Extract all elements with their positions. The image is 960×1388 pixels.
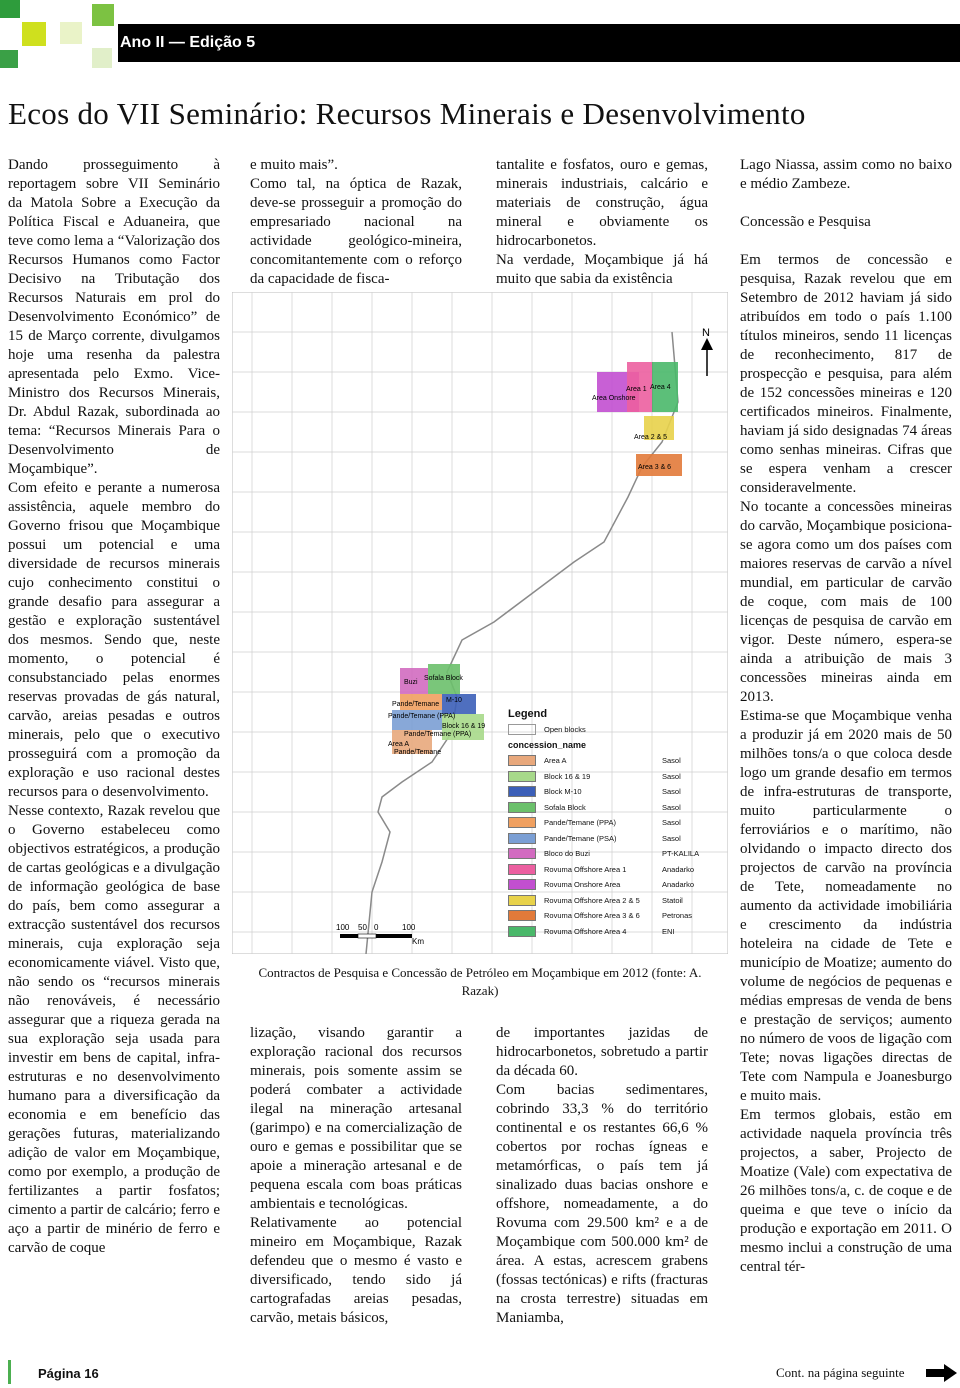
header-square-green-right [92,4,114,26]
article-title: Ecos do VII Seminário: Recursos Minerais e Desenvolvimento [8,96,806,131]
legend-item-name: Block M-10 [544,787,582,796]
concession-map [232,292,728,954]
label-1619: Block 16 & 19 [442,723,486,730]
legend-row [508,784,718,800]
legend-item-name: Area A [544,756,567,765]
label-area1: Area 1 [626,386,647,393]
legend-row [508,908,718,924]
legend-row [508,753,718,769]
map-caption: Contractos de Pesquisa e Concessão de Petróleo em Moçambique em 2012 (fonte: A. Razak) [258,965,702,998]
label-sofala: Sofala Block [424,675,463,682]
label-buzi: Buzi [404,679,418,686]
paragraph: Em termos globais, estão em actividade naquela província três projectos, a saber, Projecto de Moatize (Vale) com expectativa de 26 milhões tons/a, c. de coque e de queima e que teve o início da produção e exportação em 2011. O mesmo inclui a construção de uma central tér- [740,1107,952,1275]
legend-item-company: Sasol [662,833,681,843]
legend-open-blocks-label: Open blocks [544,725,586,734]
article-column-2-bottom [250,1024,462,1328]
label-ppa3: Pande/Temane [394,749,442,756]
legend-swatch [508,817,536,828]
legend-item-name: Rovuma Offshore Area 4 [544,926,627,936]
legend-row [508,769,718,785]
legend-swatch [508,755,536,766]
paragraph: Com efeito e perante a numerosa assistência, aquele membro do Governo frisou que Moçambique possui um potencial e uma diversidade de recursos minerais cujo conhecimento constitui o grande desafio para assegurar a gestão e exploração sustentável dos mesmos. Sendo que, neste momento, o potencial é consubstanciado pelas enormes reservas provadas de gás natural, carvão, areias pesadas e outros minerais, pelo que o executivo prosseguirá com a promoção da exploração e uso racional destes recursos para o desenvolvimento. [8,480,220,800]
legend-item-company: Statoil [662,895,683,905]
paragraph: Lago Niassa, assim como no baixo e médio Zambeze. [740,157,952,192]
legend-swatch [508,926,536,937]
header-square-pale [92,48,112,68]
legend-row [508,846,718,862]
article-column-3-top [496,156,708,289]
article-column-3-bottom [496,1024,708,1328]
article-column-1 [8,156,220,1258]
legend-swatch [508,786,536,797]
legend-item-company: Anadarko [662,864,695,874]
legend-open-blocks [508,722,718,738]
map-legend [508,706,718,939]
legend-row [508,815,718,831]
legend-row [508,862,718,878]
paragraph: lização, visando garantir a exploração racional dos recursos minerais, pois somente assim se poderá combater a actividade ilegal na mineração artesanal (garimpo) e na comercialização de ouro e gemas e possibilitar que se apoie a mineração artesanal e de pequena escala com boas práticas ambientais e tecnológicas. [250,1025,462,1212]
legend-item-name: Pande/Temane (PSA) [544,833,617,843]
label-area4: Area 4 [650,384,671,391]
paragraph: Com bacias sedimentares, cobrindo 33,3 % do território continental e os restantes 66,6 % cobertos por rochas ígneas e metamórficas, o país tem já sinalizado duas bacias onshore e offshore, nomeadamente, a do Rovuma com 29.500 km² e a de Moçambique com 500.000 km² de área. A estas, acrescem grabens (fossas tectónicas) e rifts (fracturas na crosta terrestre) situadas em Maniamba, [496,1082,708,1326]
legend-swatch [508,802,536,813]
page-number: Página 16 [38,1366,99,1381]
label-onshore: Area Onshore [592,395,636,402]
legend-item-company: Sasol [662,756,681,765]
section-subheading: Concessão e Pesquisa [740,214,871,230]
svg-text:100: 100 [336,923,350,932]
legend-item-name: Rovuma Offshore Area 3 & 6 [544,911,640,920]
label-ppa2: Pande/Temane (PPA) [388,713,456,720]
svg-text:N: N [702,327,710,339]
paragraph: Na verdade, Moçambique já há muito que sabia da existência [496,252,708,287]
paragraph: de importantes jazidas de hidrocarbonetos, sobretudo a partir da década 60. [496,1025,708,1079]
legend-swatch [508,833,536,844]
legend-swatch [508,864,536,875]
paragraph: e muito mais”. [250,157,338,173]
legend-item-name: Pande/Temane (PPA) [544,818,616,827]
svg-text:100: 100 [402,923,416,932]
paragraph: tantalite e fosfatos, ouro e gemas, minerais industriais, calcário e materiais de construção, água mineral e obviamente os hidrocarbonetos. [496,157,708,249]
edition-label: Ano II — Edição 5 [120,34,256,51]
label-area-a: Area A [388,741,410,748]
header-square-green-top [0,0,20,18]
legend-item-company: PT-KALILA [662,849,700,858]
legend-item-name: Bloco do Buzi [544,849,590,858]
legend-row [508,877,718,893]
legend-item-name: Rovuma Offshore Area 2 & 5 [544,895,640,905]
legend-item-company: Sasol [662,802,681,812]
footer-accent [8,1360,11,1384]
label-ppa: Pande/Temane [392,701,440,708]
legend-swatch [508,848,536,859]
svg-text:Km: Km [412,937,424,946]
paragraph: Como tal, na óptica de Razak, deve-se prosseguir a promoção do empresariado nacional na actividade geológico-mineira, concomitantemente com o reforço da capacidade de fisca- [250,176,462,287]
legend-item-company: Anadarko [662,880,695,889]
header-square-lime [22,22,46,46]
legend-swatch [508,771,536,782]
legend-item-name: Sofala Block [544,802,586,812]
legend-swatch [508,895,536,906]
label-psa: Pande/Temane (PPA) [404,731,472,738]
article-column-4 [740,156,952,1277]
legend-item-company: Sasol [662,771,681,781]
legend-item-company: Sasol [662,787,681,796]
label-area36: Area 3 & 6 [638,464,672,471]
continue-label: Cont. na página seguinte [776,1365,905,1380]
paragraph: Relativamente ao potencial mineiro em Moçambique, Razak defendeu que o mesmo é vasto e diversificado, tendo sido já cartografadas areias pesadas, carvão, metais básicos, [250,1215,462,1326]
legend-title: Legend [508,708,548,720]
legend-swatch [508,910,536,921]
paragraph: Dando prosseguimento à reportagem sobre VII Seminário da Matola Sobre a Execução da Política Fiscal e Aduaneira, que teve como lema a “Valorização dos Recursos Humanos como Factor Decisivo na Tributação dos Recursos Naturais em prol do Desenvolvimento Económico” de 15 de Março corrente, divulgamos hoje uma resenha da palestra apresentada pelo Exmo. Vice-Ministro dos Recursos Minerais, Dr. Abdul Razak, subordinada ao tema: “Recursos Minerais Para o Desenvolvimento de Moçambique”. [8,157,220,477]
legend-item-name: Rovuma Onshore Area [544,880,621,889]
legend-item-name: Rovuma Offshore Area 1 [544,864,627,874]
legend-swatch [508,879,536,890]
label-area25: Area 2 & 5 [634,434,668,441]
paragraph: Nesse contexto, Razak revelou que o Governo estabeleceu como objectivos estratégicos, a produção de cartas geológicas e a divulgação de informação geológica de base do país, bem como assegurar a extracção sustentável dos recursos minerais, cuja exploração seja economicamente viável. Visto que, não sendo os “recursos minerais não renováveis, é necessário assegurar que a riqueza gerada na sua exploração seja usada para investir em bens de capital, infra-estruturas e no desenvolvimento humano para a diversificação da economia e em benefício das gerações futuras, materializando adição de valor em Moçambique, como por exemplo, a produção de fertilizantes a partir fosfatos; cimento a partir de calcário; ferro e aço a partir de minério de ferro e carvão de coque [8,803,220,1256]
paragraph: No tocante a concessões mineiras do carvão, Moçambique posiciona-se agora como um dos países com maiores reservas de carvão a nível mundial, em particular de carvão de coque, com mais de 100 licenças de pesquisa de carvão em vigor. Deste número, espera-se ainda a atribuição de mais 3 concessões mineiras ainda em 2013. [740,499,952,705]
legend-item-company: Sasol [662,818,681,827]
svg-text:50: 50 [358,923,367,932]
paragraph: Em termos de concessão e pesquisa, Razak revelou que em Setembro de 2012 haviam já sido atribuídos em todo o país 1.100 títulos mineiros, sendo 11 licenças de reconhecimento, 817 de prospecção e pesquisa, para além de 152 concessões mineiras e 120 certificados mineiros. Finalmente, haviam já sido designadas 74 áreas como senhas mineiras. Cifras que se espera venham a crescer consideravelmente. [740,252,952,496]
arrow-right-icon [924,1363,958,1383]
legend-item-company: Petronas [662,911,693,920]
header-square-bottom [0,50,18,68]
legend-item-name: Block 16 & 19 [544,771,591,781]
legend-row [508,893,718,909]
open-blocks-swatch [508,724,536,735]
legend-row [508,831,718,847]
paragraph: Estima-se que Moçambique venha a produzir já em 2020 mais de 50 milhões tons/a o que coloca desde logo um grande desafio em termos de infra-estruturas de transporte, muito particularmente o ferroviários e o marítimo, não olvidando o impacto directo dos projectos de carvão na província de Tete, nomeadamente no aumento da actividade imobiliária e crescimento da indústria hoteleira na cidade de Tete e município de Moatize; aumento do volume de negócios de pequenas e médias empresas de venda de bens e prestação de serviços; aumento no número de voos de ligação com Tete; novas ligações directas de Tete com Nampula e Joanesburgo e muito mais. [740,708,952,1104]
legend-item-company: ENI [662,926,675,936]
svg-text:0: 0 [374,923,379,932]
legend-row [508,924,718,940]
legend-row [508,800,718,816]
header-square-light [60,22,82,44]
label-m10: M-10 [446,697,462,704]
article-column-2-top [250,156,462,289]
legend-concession-name: concession_name [508,739,587,750]
